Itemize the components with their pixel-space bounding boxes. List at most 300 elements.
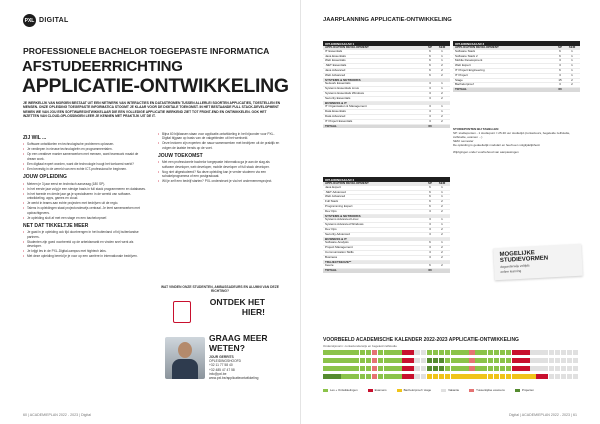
col-sem-header: SEM xyxy=(438,45,446,49)
calendar-week xyxy=(323,350,329,355)
legend-item xyxy=(323,388,358,392)
course-name: Business xyxy=(325,255,338,259)
calendar-week xyxy=(433,350,439,355)
calendar-week xyxy=(445,366,451,371)
calendar-week xyxy=(488,350,494,355)
phone-icon xyxy=(173,301,191,323)
calendar-week xyxy=(512,350,518,355)
jouw-toekomst-heading: JOUW TOEKOMST xyxy=(158,152,203,159)
calendar-week xyxy=(439,350,445,355)
course-sp: 3 xyxy=(559,63,561,68)
course-sp: 3 xyxy=(429,222,431,227)
total-label: TOTAAL xyxy=(325,124,337,128)
calendar-week xyxy=(433,366,439,371)
calendar-week xyxy=(573,358,579,363)
course-sp: 6 xyxy=(429,240,431,245)
calendar-week xyxy=(421,358,427,363)
calendar-subtitle: Onderwijsvorm: contactonderwijs en begeleid zelfstudie xyxy=(323,344,397,348)
table-year-3 xyxy=(453,41,580,92)
kicker: PROFESSIONELE BACHELOR TOEGEPASTE INFORMATICA xyxy=(23,46,270,56)
calendar-row xyxy=(323,366,579,371)
calendar-week xyxy=(445,358,451,363)
note-3: De opleiding is gedeeltelijk modulair en heeft een volgtijdelijkheid. xyxy=(453,143,541,147)
calendar-week xyxy=(414,366,420,371)
calendar-week xyxy=(353,350,359,355)
net-dat-item: • Studenten zijn goed voorbereid op de arbeidsmarkt en vinden snel werk als developer. xyxy=(23,240,147,249)
course-name: Security Essentials xyxy=(325,96,351,100)
calendar-week xyxy=(561,358,567,363)
calendar-week xyxy=(518,366,524,371)
calendar-week xyxy=(341,358,347,363)
section-label: BUSINESS & IT xyxy=(325,101,347,105)
col-sp-header: SP xyxy=(557,45,562,49)
section-label: APPLICATION DEVELOPMENT xyxy=(455,46,499,49)
intro-paragraph: JE WERKELIJK VAN MORGEN BESTAAT UIT EEN NETWERK VAN INTERACTIES EN DATASTROMEN TUSSEN ALLERLEI SOORTEN APPLICATIES, TOESTELLEN EN MENSEN. ONZE OPLEIDING TOEGEPASTE INFORMATICA STOOMT JE KLAAR VOOR DE DIGITALE TOEKOMST. IN HET BESTAANDE FULL STACK-DEVELOPMENT NEMEN WE VAN JOU EEN SOFTWAREONTWIKKELAAR DIE EEN VOLLEDIGE APPLICATIE WERKEND ZIET TOT FRONT-END EN ONTWIKKELEN. OOK HET INZETTEN VAN CLOUD-OPLOSSINGEN LEER JE KENNEN MET PRAKTIJK UIT DE IT. xyxy=(23,101,281,119)
calendar-week xyxy=(402,374,408,379)
contact-mobile[interactable]: +32 485 47 47 58 xyxy=(209,367,235,372)
calendar-week xyxy=(494,366,500,371)
course-name: Data Essentials xyxy=(325,110,346,114)
calendar-week xyxy=(457,350,463,355)
course-sp: 3 xyxy=(559,58,561,63)
calendar-week xyxy=(494,350,500,355)
left-column xyxy=(23,132,147,259)
calendar-week xyxy=(408,374,414,379)
course-sp: 3 xyxy=(429,86,431,91)
calendar-week xyxy=(573,350,579,355)
calendar-week xyxy=(451,366,457,371)
calendar-week xyxy=(384,366,390,371)
calendar-week xyxy=(414,358,420,363)
table-year-2 xyxy=(323,177,450,273)
table-header: OPLEIDINGSJAAR 1 xyxy=(323,41,450,46)
calendar-week xyxy=(323,374,329,379)
calendar-week xyxy=(518,374,524,379)
calendar-week xyxy=(378,350,384,355)
course-sp: 6 xyxy=(429,199,431,204)
course-sem: 1 xyxy=(441,194,443,199)
calendar-week xyxy=(506,374,512,379)
calendar-week xyxy=(524,358,530,363)
jouw-opleiding-item: • Je opleiding sluit af met een stage en een bachelorproef. xyxy=(23,216,147,220)
course-sp: 6 xyxy=(429,53,431,58)
calendar-week xyxy=(555,358,561,363)
course-name: Systems Advanced Linux xyxy=(325,218,359,222)
course-sp: 6 xyxy=(429,184,431,189)
table-total xyxy=(453,88,580,92)
course-name: IT Project xyxy=(455,73,468,77)
contact-phone[interactable]: +32 11 77 58 40 xyxy=(209,363,233,368)
sticky-title: MOGELIJKE STUDIEVORMEN xyxy=(499,250,549,264)
course-name: Data Advanced xyxy=(325,114,346,118)
course-sp: 15 xyxy=(558,77,562,82)
course-name: Web Expert xyxy=(455,64,471,68)
jouw-opleiding-item: • Je werkt in teams aan echte projecten met bedrijven uit de regio. xyxy=(23,201,147,205)
right-page xyxy=(301,0,600,424)
calendar-week xyxy=(341,374,347,379)
calendar-week xyxy=(329,374,335,379)
course-sem: 2 xyxy=(571,82,573,87)
course-sp: 6 xyxy=(429,58,431,63)
calendar-week xyxy=(378,358,384,363)
col-b-list xyxy=(158,132,282,150)
zij-wil-item: • Op een creatieve manier samenwerken met mensen, want teamwork maakt de dream work. xyxy=(23,152,147,161)
calendar-week xyxy=(481,350,487,355)
calendar-week xyxy=(530,358,536,363)
legend-item xyxy=(469,388,505,392)
course-sem: 1 xyxy=(441,81,443,86)
calendar-week xyxy=(500,374,506,379)
zij-wil-item: • Software ontwikkelen en technologische problemen oplossen. xyxy=(23,142,147,146)
calendar-week xyxy=(396,366,402,371)
calendar-week xyxy=(427,358,433,363)
contact-photo xyxy=(165,337,205,379)
course-sem: 2 xyxy=(441,231,443,236)
calendar-week xyxy=(518,350,524,355)
section-label: APPLICATION DEVELOPMENT xyxy=(325,46,369,49)
calendar-week xyxy=(549,350,555,355)
course-name: Software Analysis xyxy=(325,241,349,245)
legend-swatch xyxy=(368,389,373,392)
calendar-week xyxy=(451,374,457,379)
calendar-week xyxy=(390,358,396,363)
course-name: Software Stack xyxy=(455,49,476,53)
calendar-week xyxy=(536,374,542,379)
col-sem-header: SEM xyxy=(438,181,446,185)
course-sp: 3 xyxy=(429,95,431,100)
jaarplanning-title: JAARPLANNING APPLICATIE-ONTWIKKELING xyxy=(323,17,452,23)
course-sp: 3 xyxy=(429,109,431,114)
course-sp: 3 xyxy=(429,118,431,123)
calendar-row xyxy=(323,358,579,363)
calendar-title: VOORBEELD ACADEMISCHE KALENDER 2022-2023 APPLICATIE-ONTWIKKELING xyxy=(323,337,519,343)
course-name: Java Essentials xyxy=(325,54,346,58)
course-sp: 3 xyxy=(429,231,431,236)
calendar-week xyxy=(353,358,359,363)
jouw-opleiding-item: • In het tweede en derde jaar ga je specialiseren in de wereld van software-ontwikkeling, apps, games en cloud. xyxy=(23,192,147,201)
calendar-week xyxy=(347,366,353,371)
calendar-week xyxy=(378,374,384,379)
legend-swatch xyxy=(441,389,446,392)
course-sp: 6 xyxy=(429,72,431,77)
total-sem xyxy=(436,269,448,273)
course-name: Security Advanced xyxy=(325,232,350,236)
calendar-week xyxy=(427,350,433,355)
section-label: BUSINESS & IT xyxy=(325,237,347,241)
legend-swatch xyxy=(397,389,402,392)
course-sem: 1 xyxy=(441,58,443,63)
calendar-week xyxy=(542,374,548,379)
calendar-week xyxy=(530,366,536,371)
course-sem: 1 xyxy=(441,189,443,194)
table-total xyxy=(323,125,450,129)
course-name: IT Essentials xyxy=(325,49,343,53)
course-name: Network Essentials xyxy=(325,82,351,86)
calendar-week xyxy=(488,366,494,371)
calendar-week xyxy=(518,358,524,363)
calendar-week xyxy=(573,374,579,379)
course-sem: 1 xyxy=(571,67,573,72)
course-name: Web Advanced xyxy=(325,195,346,199)
course-sem: 2 xyxy=(441,95,443,100)
course-sp: 3 xyxy=(429,245,431,250)
course-name: IT Project Essentials xyxy=(325,119,353,123)
sticky-item-2: online learning xyxy=(500,268,522,274)
contact-block xyxy=(209,355,258,380)
title-line-2: APPLICATIE-ONTWIKKELING xyxy=(22,75,289,97)
calendar-week xyxy=(457,374,463,379)
course-sp: 3 xyxy=(429,104,431,109)
calendar-week xyxy=(341,366,347,371)
course-sp: 6 xyxy=(559,48,561,53)
calendar-week xyxy=(536,366,542,371)
notes-extra: Wijzigingen onder voorbehoud van aanpassingen xyxy=(453,150,519,154)
col-sp-header: SP xyxy=(427,181,432,185)
calendar-week xyxy=(500,350,506,355)
calendar-week xyxy=(366,358,372,363)
calendar-week xyxy=(445,350,451,355)
logo-mark-icon: PXL xyxy=(23,14,36,27)
calendar-week xyxy=(567,374,573,379)
calendar-week xyxy=(475,366,481,371)
zij-wil-item: • Een bevestig in de wereld van een echte ICT-professional te beginnen. xyxy=(23,167,147,171)
calendar-week xyxy=(506,350,512,355)
calendar-week xyxy=(542,358,548,363)
calendar-week xyxy=(408,350,414,355)
calendar-week xyxy=(469,350,475,355)
course-sp: 3 xyxy=(429,81,431,86)
table-header: OPLEIDINGSJAAR 3 xyxy=(453,41,580,46)
calendar-week xyxy=(347,350,353,355)
legend-label: Bachelorproef / stage xyxy=(403,388,432,392)
calendar-week xyxy=(567,366,573,371)
calendar-week xyxy=(500,366,506,371)
calendar-week xyxy=(402,350,408,355)
calendar-week xyxy=(530,350,536,355)
calendar-week xyxy=(372,366,378,371)
col-sem-header: SEM xyxy=(568,45,576,49)
jouw-opleiding-list xyxy=(23,182,147,220)
calendar-week xyxy=(469,374,475,379)
course-name: Project Management xyxy=(325,246,353,250)
calendar-week xyxy=(481,366,487,371)
calendar-week xyxy=(360,366,366,371)
calendar-week xyxy=(421,350,427,355)
photo-head xyxy=(178,342,192,358)
zij-wil-item: • Je verdiepen in nieuwe technologieën en programmeertalen. xyxy=(23,147,147,151)
net-dat-heading: NET DAT TIKKELTJE MEER xyxy=(23,222,89,229)
calendar-week xyxy=(555,374,561,379)
calendar-week xyxy=(439,366,445,371)
calendar-week xyxy=(457,358,463,363)
course-name: Stage xyxy=(455,78,463,82)
course-sem: 1 xyxy=(571,72,573,77)
calendar-week xyxy=(494,358,500,363)
course-sp: 6 xyxy=(429,63,431,68)
total-label: TOTAAL xyxy=(325,269,337,273)
calendar-week xyxy=(542,366,548,371)
course-name: Dev Ops xyxy=(325,227,337,231)
course-name: Systems Essentials Windows xyxy=(325,91,365,95)
calendar-week xyxy=(475,358,481,363)
course-sp: 3 xyxy=(559,82,561,87)
calendar-week xyxy=(396,374,402,379)
right-footer: Digital | ACADEMIEPLAN 2022 - 2023 | 61 xyxy=(509,413,577,417)
photo-shirt xyxy=(172,359,198,379)
note-2: SEM: semester xyxy=(453,139,474,143)
course-sem: 1 xyxy=(441,222,443,227)
calendar-week xyxy=(475,374,481,379)
net-dat-item: • Je krijgt les in de PXL-Digital-campus met hightech labs. xyxy=(23,249,147,253)
col-sp-header: SP xyxy=(427,45,432,49)
jouw-opleiding-heading: JOUW OPLEIDING xyxy=(23,174,67,181)
total-sem xyxy=(436,125,448,129)
course-sem: 2 xyxy=(441,226,443,231)
calendar-week xyxy=(402,366,408,371)
course-sem: 2 xyxy=(441,199,443,204)
legend-item xyxy=(397,388,431,392)
calendar-week xyxy=(555,350,561,355)
calendar-legend xyxy=(323,388,579,392)
course-sp: 6 xyxy=(429,67,431,72)
jouw-toekomst-item: • Met een professionele bachelor toegepaste informatica ga je aan de slag als software developer, web developer, mobile developer of full stack developer. xyxy=(158,160,282,169)
calendar-week xyxy=(506,366,512,371)
course-name: Java Advanced xyxy=(325,68,346,72)
total-label: TOTAAL xyxy=(455,88,467,92)
calendar-week xyxy=(481,358,487,363)
calendar-week xyxy=(390,374,396,379)
course-sem: 1 xyxy=(571,53,573,58)
course-name: Web Advanced xyxy=(325,73,346,77)
calendar-week xyxy=(451,350,457,355)
contact-email[interactable]: info@pxl.be xyxy=(209,371,227,376)
calendar-week xyxy=(384,374,390,379)
calendar-week xyxy=(366,366,372,371)
course-sem: 2 xyxy=(441,208,443,213)
course-name: Systems Essentials Linux xyxy=(325,87,360,91)
calendar-week xyxy=(573,366,579,371)
calendar-week xyxy=(439,374,445,379)
course-sem: 2 xyxy=(441,90,443,95)
calendar-week xyxy=(524,374,530,379)
calendar-week xyxy=(372,374,378,379)
calendar-row xyxy=(323,350,579,355)
testimonials-box xyxy=(158,285,282,294)
legend-swatch xyxy=(469,389,474,392)
calendar-week xyxy=(360,374,366,379)
course-name: Keuze xyxy=(325,264,334,268)
course-sem: 2 xyxy=(441,254,443,259)
total-sp: 60 xyxy=(558,87,562,92)
pxl-digital-logo xyxy=(23,14,69,27)
calendar-week xyxy=(542,350,548,355)
legend-label: Projecten xyxy=(521,388,535,392)
calendar-week xyxy=(421,366,427,371)
logo-text: DIGITAL xyxy=(39,17,69,24)
calendar-week xyxy=(463,366,469,371)
course-sp: 6 xyxy=(559,67,561,72)
course-sp: 6 xyxy=(429,48,431,53)
course-name: Programming Expert xyxy=(325,204,353,208)
academic-calendar xyxy=(323,350,579,384)
course-sem: 1 xyxy=(441,48,443,53)
calendar-week xyxy=(335,350,341,355)
legend-item xyxy=(515,388,534,392)
notes-heading: STUDIEPUNTEN BIJ TABELLEN xyxy=(453,127,499,131)
calendar-week xyxy=(347,358,353,363)
section-label: SYSTEMS & NETWORKS xyxy=(325,78,361,82)
course-sem: 2 xyxy=(441,113,443,118)
legend-label: Les + Ontwikkelingen xyxy=(330,388,358,392)
col-b-item: • Bijna 60 bijklassen staan voor applicatie-ontwikkeling in het bijzonder voor PXL-Digital bijgaan op basis van de vakgebieden uit het werkveld. xyxy=(158,132,282,141)
calendar-week xyxy=(335,358,341,363)
course-sem: 2 xyxy=(441,72,443,77)
calendar-week xyxy=(524,366,530,371)
calendar-week xyxy=(433,358,439,363)
course-sp: 6 xyxy=(429,263,431,268)
calendar-week xyxy=(536,358,542,363)
course-sem: 1 xyxy=(571,63,573,68)
calendar-week xyxy=(353,374,359,379)
course-sem: 1 xyxy=(441,217,443,222)
calendar-week xyxy=(512,366,518,371)
calendar-week xyxy=(549,358,555,363)
course-sem: 2 xyxy=(441,245,443,250)
calendar-week xyxy=(500,358,506,363)
calendar-week xyxy=(512,374,518,379)
title-line-1: AFSTUDEERRICHTING xyxy=(22,58,183,75)
course-sp: 3 xyxy=(429,208,431,213)
jouw-toekomst-item: • Nog niet uitgestudeerd? Na deze opleiding kan je verder studeren via een schakelprogramma of een postgraduaat. xyxy=(158,170,282,179)
calendar-week xyxy=(488,358,494,363)
contact-website[interactable]: www.pxl.be/applicatieontwikkeling xyxy=(209,376,259,381)
calendar-week xyxy=(561,350,567,355)
course-sp: 3 xyxy=(429,254,431,259)
course-sem: 1 xyxy=(571,58,573,63)
calendar-week xyxy=(536,350,542,355)
calendar-week xyxy=(396,350,402,355)
calendar-week xyxy=(475,350,481,355)
calendar-week xyxy=(463,358,469,363)
calendar-week xyxy=(506,358,512,363)
legend-item xyxy=(368,388,387,392)
graag-heading: GRAAG MEER WETEN? xyxy=(209,333,268,353)
course-sp: 3 xyxy=(429,226,431,231)
course-sp: 6 xyxy=(559,53,561,58)
course-name: .NET Essentials xyxy=(325,64,347,68)
calendar-week xyxy=(469,366,475,371)
calendar-week xyxy=(561,374,567,379)
contact-role: OPLEIDINGSHOOFD xyxy=(209,359,242,364)
total-sp: 60 xyxy=(428,268,432,273)
jouw-toekomst-item: • Wil je zelf een bedrijf starten? PXL ondersteunt je via het ondernemersproject. xyxy=(158,179,282,183)
calendar-week xyxy=(323,358,329,363)
course-name: Systems Advanced Windows xyxy=(325,223,364,227)
course-name: Dev Ops xyxy=(325,209,337,213)
jouw-opleiding-item: • Meteen je 3 jaar eerst en technisch aanvraag (180 SP). xyxy=(23,182,147,186)
sticky-item-1: dagonderwijs voltijds xyxy=(500,263,530,269)
course-sem: 1 xyxy=(441,109,443,114)
left-footer: 60 | ACADEMIEPLAN 2022 - 2023 | Digital xyxy=(23,413,91,417)
calendar-week xyxy=(427,374,433,379)
calendar-week xyxy=(567,350,573,355)
course-sp: 3 xyxy=(429,217,431,222)
course-sem: 2 xyxy=(441,67,443,72)
course-sp: 3 xyxy=(429,90,431,95)
course-sem: 1 xyxy=(441,53,443,58)
ontdek-link[interactable]: ONTDEK HET HIER! xyxy=(209,297,265,317)
calendar-week xyxy=(549,366,555,371)
